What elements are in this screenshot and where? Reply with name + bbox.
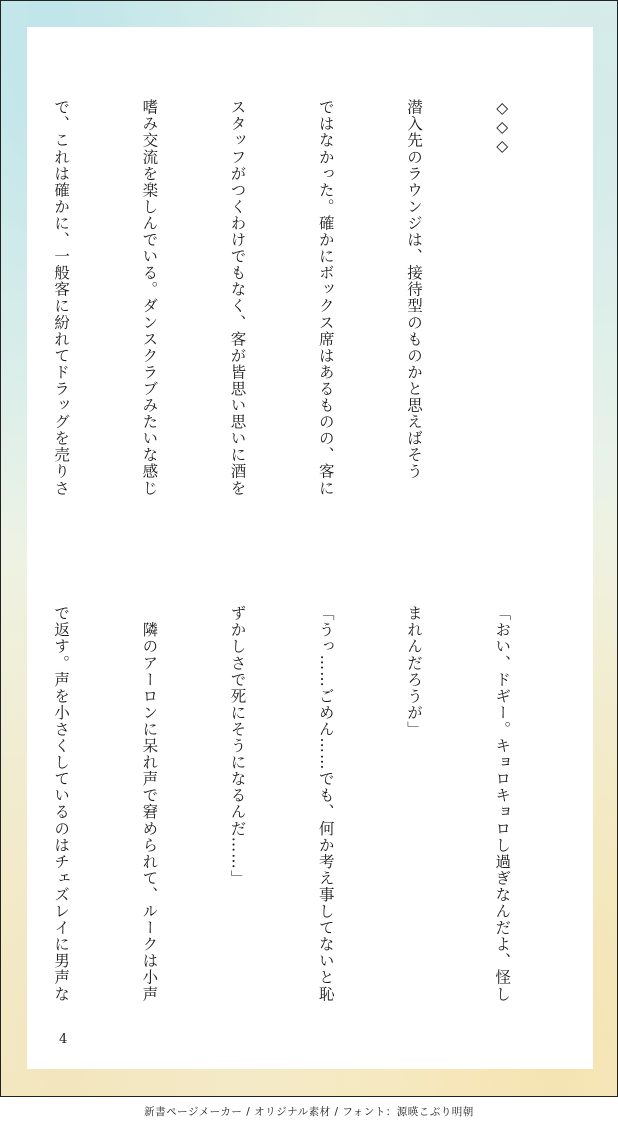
text-line: まれんだろうが」	[404, 605, 423, 738]
text-line: 「おい、ドギー。キョロキョロし過ぎなんだよ、怪し	[493, 605, 512, 1003]
text-line: 「うっ……ごめん……でも、何か考え事してないと恥	[316, 605, 335, 1003]
text-line: スタッフがつくわけでもなく、客が皆思い思いに酒を	[228, 99, 247, 497]
upper-text-block	[52, 99, 575, 559]
section-marker: ◇◇◇	[493, 99, 512, 157]
text-line: で返す。声を小さくしているのはチェズレイに男声な	[52, 605, 71, 1003]
lower-text-block	[52, 605, 575, 1025]
text-line: ずかしさで死にそうになるんだ……」	[228, 605, 247, 887]
text-line: 嗜み交流を楽しんでいる。ダンスクラブみたいな感じ	[140, 99, 159, 497]
text-line: で、これは確かに、一般客に紛れてドラッグを売りさ	[52, 99, 71, 497]
footer-credit: 新書ページメーカー / オリジナル素材 / フォント：源暎こぶり明朝	[144, 1106, 474, 1118]
page-number: 4	[59, 1032, 68, 1047]
paper-page	[27, 27, 593, 1069]
text-line: 隣のアーロンに呆れ声で窘められて、ルークは小声	[140, 605, 159, 1003]
text-line: ではなかった。確かにボックス席はあるものの、客に	[316, 99, 335, 497]
text-line: 潜入先のラウンジは、接待型のものかと思えばそう	[404, 99, 423, 480]
